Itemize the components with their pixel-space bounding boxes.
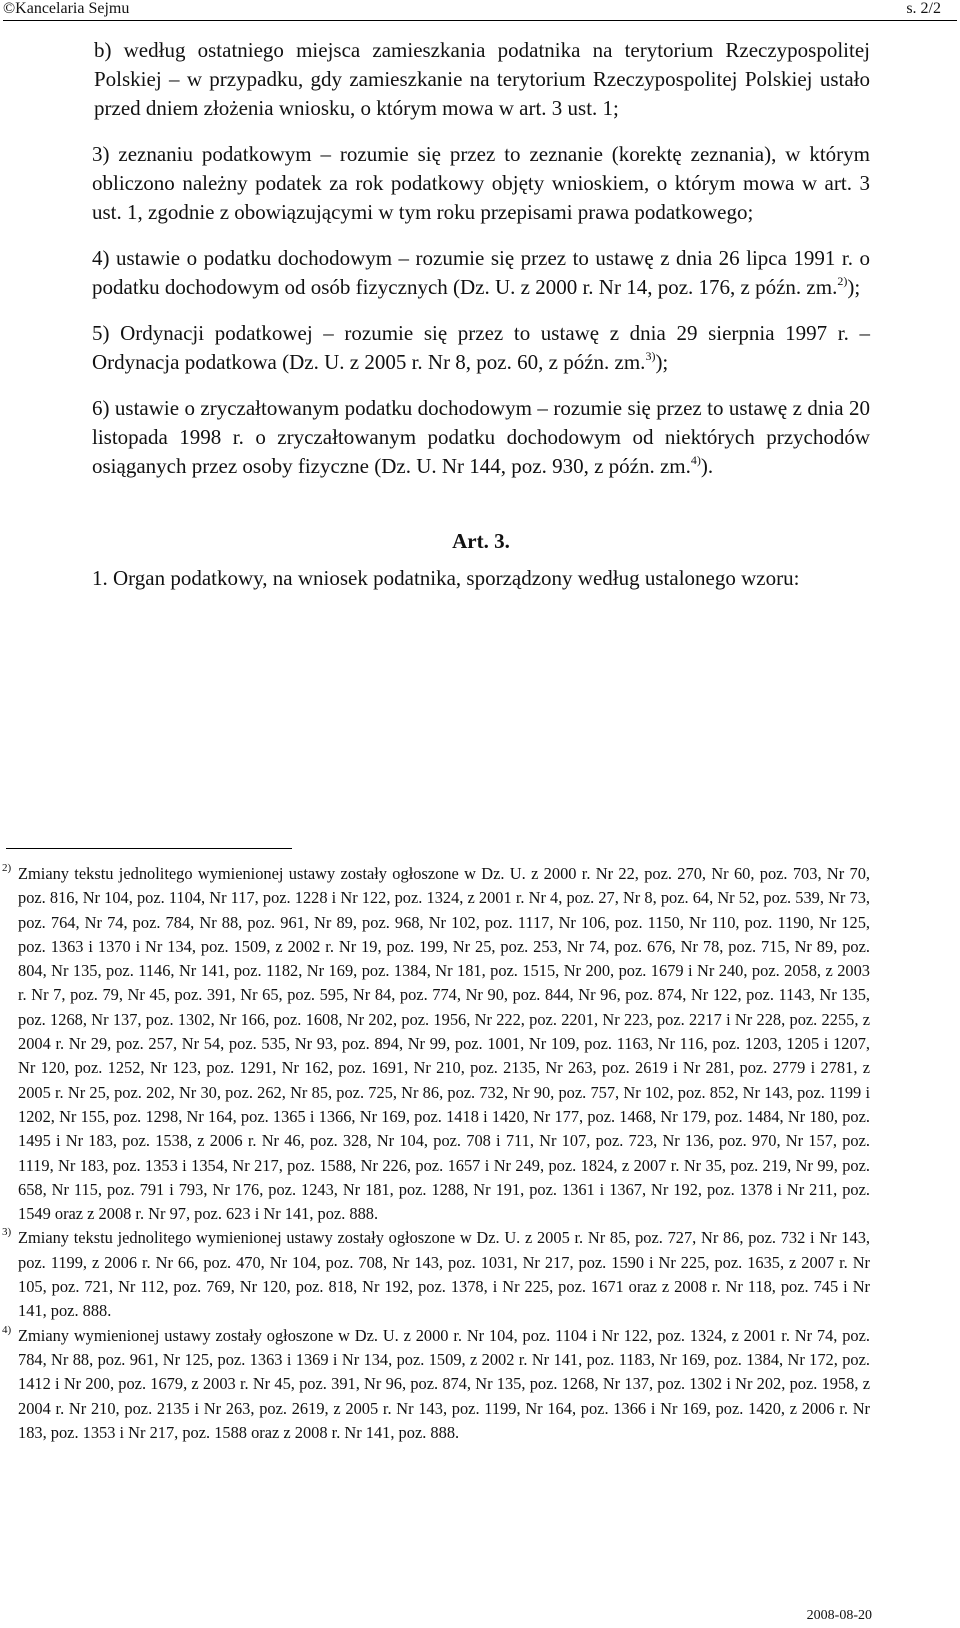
footnote-text: Zmiany wymienionej ustawy zostały ogłoszone w Dz. U. z 2000 r. Nr 104, poz. 1104 i Nr 122, poz. 1324, z 2001 r. Nr 74, poz. 784, Nr 88, poz. 961, Nr 125, poz. 1363 i 1369 i Nr 134, poz. 1509, z 2002 r. Nr 141, poz. 1183, Nr 169, poz. 1384, Nr 172, poz. 1412 i Nr 200, poz. 1679, z 2003 r. Nr 45, poz. 391, Nr 96, poz. 874, Nr 135, poz. 1268, Nr 137, poz. 1302 i Nr 202, poz. 1958, z 2004 r. Nr 210, poz. 2135 i Nr 263, poz. 2619, z 2005 r. Nr 143, poz. 1199, Nr 164, poz. 1366 i Nr 169, poz. 1420, z 2006 r. Nr 183, poz. 1353 i Nr 217, poz. 1588 oraz z 2008 r. Nr 141, poz. 888.: [18, 1325, 870, 1442]
item-6-end: ).: [700, 454, 714, 478]
page-header: [3, 0, 957, 21]
footnote-ref-2[interactable]: 2): [837, 274, 848, 288]
article-heading: Art. 3.: [452, 529, 510, 553]
page-number: s. 2/2: [906, 0, 941, 17]
document-date: 2008-08-20: [806, 1608, 872, 1623]
footnote-mark: 2): [2, 862, 12, 874]
footnote-ref-4[interactable]: 4): [690, 453, 701, 467]
footnote-4: [2, 1323, 870, 1445]
footnote-divider: [6, 848, 292, 849]
list-item-3: 3) zeznaniu podatkowym – rozumie się przez to zeznanie (korektę zeznania), w którym obliczono należny podatek za rok podatkowy objęty wnioskiem, o którym mowa w art. 3 ust. 1, zgodnie z obowiązującymi w tym roku przepisami prawa podatkowego;: [92, 142, 870, 224]
item-4-text: 4) ustawie o podatku dochodowym – rozumie się przez to ustawę z dnia 26 lipca 1991 r. o podatku dochodowym od osób fizycznych (Dz. U. z 2000 r. Nr 14, poz. 176, z późn. zm.: [92, 246, 870, 299]
publisher-label: ©Kancelaria Sejmu: [3, 0, 130, 17]
item-6-text: 6) ustawie o zryczałtowanym podatku dochodowym – rozumie się przez to ustawę z dnia 20 listopada 1998 r. o zryczałtowanym podatku dochodowym od niektórych przychodów osiąganych przez osoby fizyczne (Dz. U. Nr 144, poz. 930, z późn. zm.: [92, 396, 870, 478]
item-5-end: );: [655, 350, 669, 374]
footnote-text: Zmiany tekstu jednolitego wymienionej ustawy zostały ogłoszone w Dz. U. z 2005 r. Nr 85, poz. 727, Nr 86, poz. 732 i Nr 143, poz. 1199, z 2006 r. Nr 66, poz. 470, Nr 104, poz. 708, Nr 143, poz. 1031, Nr 217, poz. 1590 i Nr 225, poz. 1635, z 2007 r. Nr 105, poz. 721, Nr 112, poz. 769, Nr 120, poz. 818, Nr 192, poz. 1378, i Nr 225, poz. 1671 oraz z 2008 r. Nr 118, poz. 745 i Nr 141, poz. 888.: [18, 1228, 870, 1321]
footnote-2: [2, 862, 870, 1226]
footnote-text: Zmiany tekstu jednolitego wymienionej ustawy zostały ogłoszone w Dz. U. z 2000 r. Nr 22, poz. 270, Nr 60, poz. 703, Nr 70, poz. 816, Nr 104, poz. 1104, Nr 117, poz. 1228 i Nr 122, poz. 1324, z 2001 r. Nr 4, poz. 27, Nr 8, poz. 64, Nr 52, poz. 539, Nr 73, poz. 764, Nr 74, poz. 784, Nr 88, poz. 961, Nr 89, poz. 968, Nr 102, poz. 1117, Nr 106, poz. 1150, Nr 110, poz. 1190, Nr 125, poz. 1363 i 1370 i Nr 134, poz. 1509, z 2002 r. Nr 19, poz. 199, Nr 25, poz. 253, Nr 74, poz. 676, Nr 78, poz. 715, Nr 89, poz. 804, Nr 135, poz. 1146, Nr 141, poz. 1182, Nr 169, poz. 1384, Nr 181, poz. 1515, Nr 200, poz. 1679 i Nr 240, poz. 2058, z 2003 r. Nr 7, poz. 79, Nr 45, poz. 391, Nr 65, poz. 595, Nr 84, poz. 774, Nr 90, poz. 844, Nr 96, poz. 874, Nr 122, poz. 1143, Nr 135, poz. 1268, Nr 137, poz. 1302, Nr 166, poz. 1608, Nr 202, poz. 1956, Nr 222, poz. 2201, Nr 223, poz. 2217 i Nr 228, poz. 2255, z 2004 r. Nr 29, poz. 257, Nr 54, poz. 535, Nr 93, poz. 894, Nr 99, poz. 1001, Nr 109, poz. 1163, Nr 116, poz. 1203, 1205 i 1207, Nr 120, poz. 1252, Nr 123, poz. 1291, Nr 162, poz. 1691, Nr 210, poz. 2135, Nr 263, poz. 2619 i Nr 281, poz. 2779 i 2781, z 2005 r. Nr 25, poz. 202, Nr 30, poz. 262, Nr 85, poz. 725, Nr 86, poz. 732, Nr 90, poz. 757, Nr 102, poz. 852, Nr 143, poz. 1199 i 1202, Nr 155, poz. 1298, Nr 164, poz. 1365 i 1366, Nr 169, poz. 1418 i 1420, Nr 177, poz. 1468, Nr 179, poz. 1484, Nr 180, poz. 1495 i Nr 183, poz. 1538, z 2006 r. Nr 46, poz. 328, Nr 104, poz. 708 i 711, Nr 107, poz. 723, Nr 136, poz. 970, Nr 157, poz. 1119, Nr 183, poz. 1353 i 1354, Nr 217, poz. 1588, Nr 226, poz. 1657 i Nr 249, poz. 1824, z 2007 r. Nr 35, poz. 219, Nr 99, poz. 658, Nr 115, poz. 791 i 793, Nr 176, poz. 1243, Nr 181, poz. 1288, Nr 191, poz. 1361 i 1367, Nr 192, poz. 1378 i Nr 211, poz. 1549 oraz z 2008 r. Nr 97, poz. 623 i Nr 141, poz. 888.: [18, 864, 870, 1224]
footnotes-section: [2, 862, 870, 1445]
article-paragraph-1: 1. Organ podatkowy, na wniosek podatnika, sporządzony według ustalonego wzoru:: [92, 566, 800, 590]
footnote-ref-3[interactable]: 3): [645, 349, 656, 363]
list-item-b: b) według ostatniego miejsca zamieszkania podatnika na terytorium Rzeczypospolitej Polskiej – w przypadku, gdy zamieszkanie na terytorium Rzeczypospolitej Polskiej ustało przed dniem złożenia wniosku, o którym mowa w art. 3 ust. 1;: [94, 38, 870, 120]
footnote-mark: 3): [2, 1226, 12, 1239]
item-5-text: 5) Ordynacji podatkowej – rozumie się przez to ustawę z dnia 29 sierpnia 1997 r. – Ordynacja podatkowa (Dz. U. z 2005 r. Nr 8, poz. 60, z późn. zm.: [92, 321, 870, 374]
list-item-5: [92, 319, 870, 377]
footnote-3: [2, 1226, 870, 1323]
document-body: [92, 36, 870, 593]
list-item-6: [92, 394, 870, 481]
footnote-mark: 4): [2, 1323, 12, 1336]
list-item-4: [92, 244, 870, 302]
item-4-end: );: [847, 275, 861, 299]
